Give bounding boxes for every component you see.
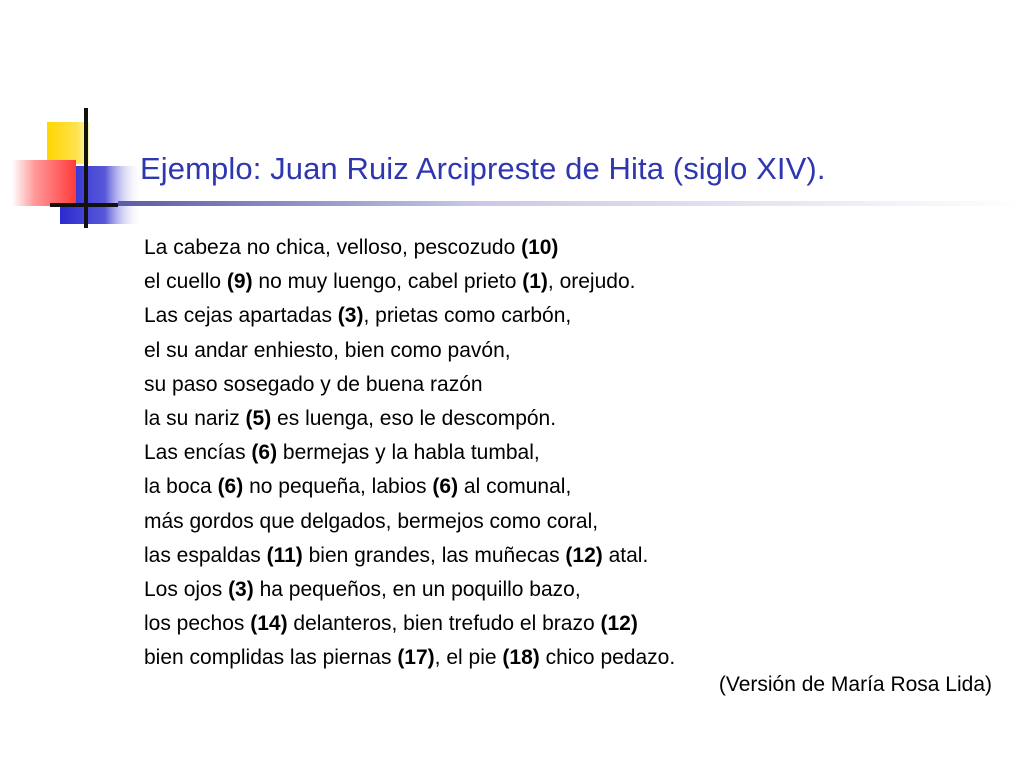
line-text: , el pie: [434, 646, 503, 670]
line-text: su paso sosegado y de buena razón: [144, 372, 483, 396]
attribution: (Versión de María Rosa Lida): [718, 673, 992, 696]
line-text: el su andar enhiesto, bien como pavón,: [144, 338, 511, 362]
line-reference-number: (5): [245, 406, 272, 430]
poem-line: [144, 231, 1004, 265]
line-text: , orejudo.: [547, 270, 636, 294]
line-text: el cuello: [144, 270, 227, 294]
line-reference-number: (9): [226, 270, 253, 294]
line-reference-number: (6): [251, 441, 278, 465]
line-text: Los ojos: [144, 577, 229, 601]
poem-line: [144, 299, 1004, 333]
poem-line: [144, 436, 1004, 470]
line-reference-number: (17): [397, 646, 435, 670]
line-reference-number: (11): [266, 543, 303, 567]
line-text: atal.: [602, 543, 649, 567]
title-underline: [118, 201, 1024, 206]
red-square: [12, 160, 76, 206]
poem-line: [144, 368, 1004, 402]
line-text: bien grandes, las muñecas: [302, 543, 566, 567]
line-text: La cabeza no chica, velloso, pescozudo: [144, 236, 522, 259]
line-text: chico pedazo.: [539, 646, 676, 670]
line-text: delanteros, bien trefudo el brazo: [287, 612, 601, 636]
poem-line: [144, 265, 1004, 299]
poem-line: [144, 607, 1004, 641]
line-reference-number: (3): [337, 304, 364, 328]
line-reference-number: (1): [522, 270, 548, 294]
poem-line: [144, 470, 1004, 504]
line-reference-number: (12): [600, 612, 638, 636]
line-text: las espaldas: [144, 543, 267, 567]
poem-verse-list: [144, 231, 1004, 675]
line-text: no muy luengo, cabel prieto: [252, 270, 523, 294]
line-reference-number: (6): [217, 475, 244, 499]
line-text: es luenga, eso le descompón.: [271, 406, 557, 430]
line-reference-number: (10): [521, 236, 559, 259]
line-text: la boca: [144, 475, 218, 499]
line-text: Las encías: [144, 441, 252, 465]
line-reference-number: (14): [250, 612, 288, 636]
poem-line: [144, 573, 1004, 607]
yellow-square: [47, 122, 89, 164]
line-text: no pequeña, labios: [243, 475, 433, 499]
line-text: bermejas y la habla tumbal,: [277, 441, 540, 465]
poem-line: [144, 539, 1004, 573]
line-text: ha pequeños, en un poquillo bazo,: [253, 577, 581, 601]
poem-line: [144, 334, 1004, 368]
slide-title: Ejemplo: Juan Ruiz Arcipreste de Hita (siglo XIV).: [140, 151, 826, 186]
poem-line: [144, 402, 1004, 436]
vertical-bar: [84, 108, 88, 228]
line-text: la su nariz: [144, 406, 246, 430]
line-text: al comunal,: [458, 475, 572, 499]
line-reference-number: (18): [502, 646, 540, 670]
line-text: los pechos: [144, 612, 251, 636]
poem-line: [144, 505, 1004, 539]
horizontal-bar: [50, 203, 118, 207]
line-reference-number: (3): [228, 577, 254, 601]
line-text: Las cejas apartadas: [144, 304, 338, 328]
line-reference-number: (6): [432, 475, 459, 499]
line-reference-number: (12): [565, 543, 603, 567]
line-text: más gordos que delgados, bermejos como coral,: [144, 509, 599, 533]
line-text: , prietas como carbón,: [363, 304, 572, 328]
line-text: bien complidas las piernas: [144, 646, 398, 670]
